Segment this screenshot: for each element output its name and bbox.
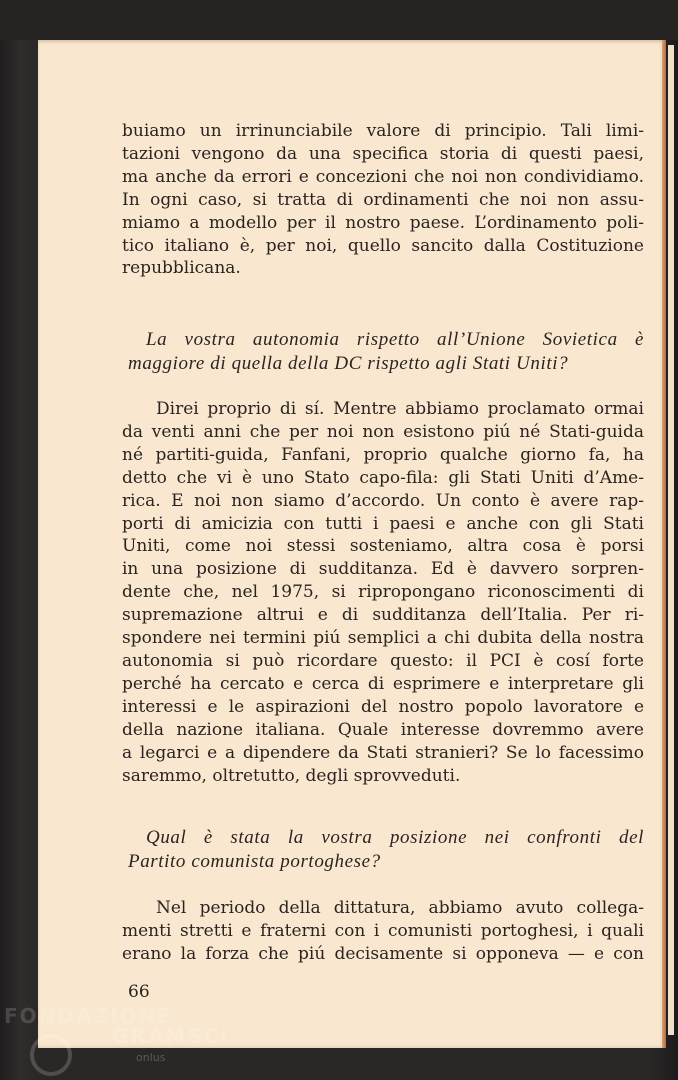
page-edge-under <box>668 45 674 1035</box>
text-line: supremazione altrui e di sudditanza dell’Italia. Per ri- <box>122 605 644 626</box>
interview-question-portugal <box>128 826 644 874</box>
text-line: Nel periodo della dittatura, abbiamo avuto collega- <box>156 898 644 918</box>
text-line: tico italiano è, per noi, quello sancito dalla Costituzione <box>122 235 644 256</box>
watermark-onlus: onlus <box>136 1051 166 1064</box>
text-line: erano la forza che piú decisamente si opponeva — e con <box>122 943 644 964</box>
question-line: Qual è stata la vostra posizione nei confronti del <box>146 827 644 848</box>
text-line: da venti anni che per noi non esistono piú né Stati-guida <box>122 421 644 442</box>
text-line: dente che, nel 1975, si ripropongano riconoscimenti di <box>122 582 644 603</box>
watermark-gramsci: GRAMSCI <box>112 1024 230 1048</box>
text-line: tazioni vengono da una specifica storia di questi paesi, <box>122 143 644 164</box>
answer-paragraph-autonomy <box>122 398 644 787</box>
text-line: in una posizione di sudditanza. Ed è davvero sorpren- <box>122 559 644 580</box>
interview-question-autonomy <box>128 328 644 376</box>
text-line: detto che vi è uno Stato capo-fila: gli Stati Uniti d’Ame- <box>122 467 644 488</box>
question-line: La vostra autonomia rispetto all’Unione Sovietica è <box>146 329 644 350</box>
page-edge <box>662 40 666 1048</box>
watermark-fondazione: FONDAZIONE <box>4 1004 173 1028</box>
text-line: a legarci e a dipendere da Stati stranieri? Se lo facessimo <box>122 742 644 763</box>
page-number: 66 <box>128 982 150 1002</box>
text-line: Uniti, come noi stessi sosteniamo, altra cosa è porsi <box>122 536 644 557</box>
text-line: interessi e le aspirazioni del nostro popolo lavoratore e <box>122 696 644 717</box>
scan-top-band <box>0 0 678 40</box>
text-line: né partiti-guida, Fanfani, proprio qualche giorno fa, ha <box>122 444 644 465</box>
text-line: perché ha cercato e cerca di esprimere e interpretare gli <box>122 673 644 694</box>
text-line: saremmo, oltretutto, degli sprovveduti. <box>122 765 461 786</box>
text-line: porti di amicizia con tutti i paesi e anche con gli Stati <box>122 513 644 534</box>
text-line: repubblicana. <box>122 258 241 279</box>
text-line: menti stretti e fraterni con i comunisti portoghesi, i quali <box>122 920 644 941</box>
fondazione-logo-icon <box>28 1032 74 1078</box>
text-line: autonomia si può ricordare questo: il PCI è cosí forte <box>122 650 644 671</box>
text-line: della nazione italiana. Quale interesse dovremmo avere <box>122 719 644 740</box>
text-line: rica. E noi non siamo d’accordo. Un conto è avere rap- <box>122 490 644 511</box>
paragraph-continuation <box>122 120 644 280</box>
text-line: buiamo un irrinunciabile valore di principio. Tali limi- <box>122 121 644 141</box>
text-line: miamo a modello per il nostro paese. L’ordinamento poli- <box>122 212 644 233</box>
answer-paragraph-portugal <box>122 897 644 966</box>
question-line: Partito comunista portoghese? <box>128 851 381 872</box>
question-line: maggiore di quella della DC rispetto agli Stati Uniti? <box>128 353 569 374</box>
text-line: spondere nei termini piú semplici a chi dubita della nostra <box>122 628 644 649</box>
text-line: ma anche da errori e concezioni che noi non condividiamo. <box>122 166 644 187</box>
text-line: Direi proprio di sí. Mentre abbiamo proclamato ormai <box>156 399 644 419</box>
text-line: In ogni caso, si tratta di ordinamenti che noi non assu- <box>122 189 644 210</box>
